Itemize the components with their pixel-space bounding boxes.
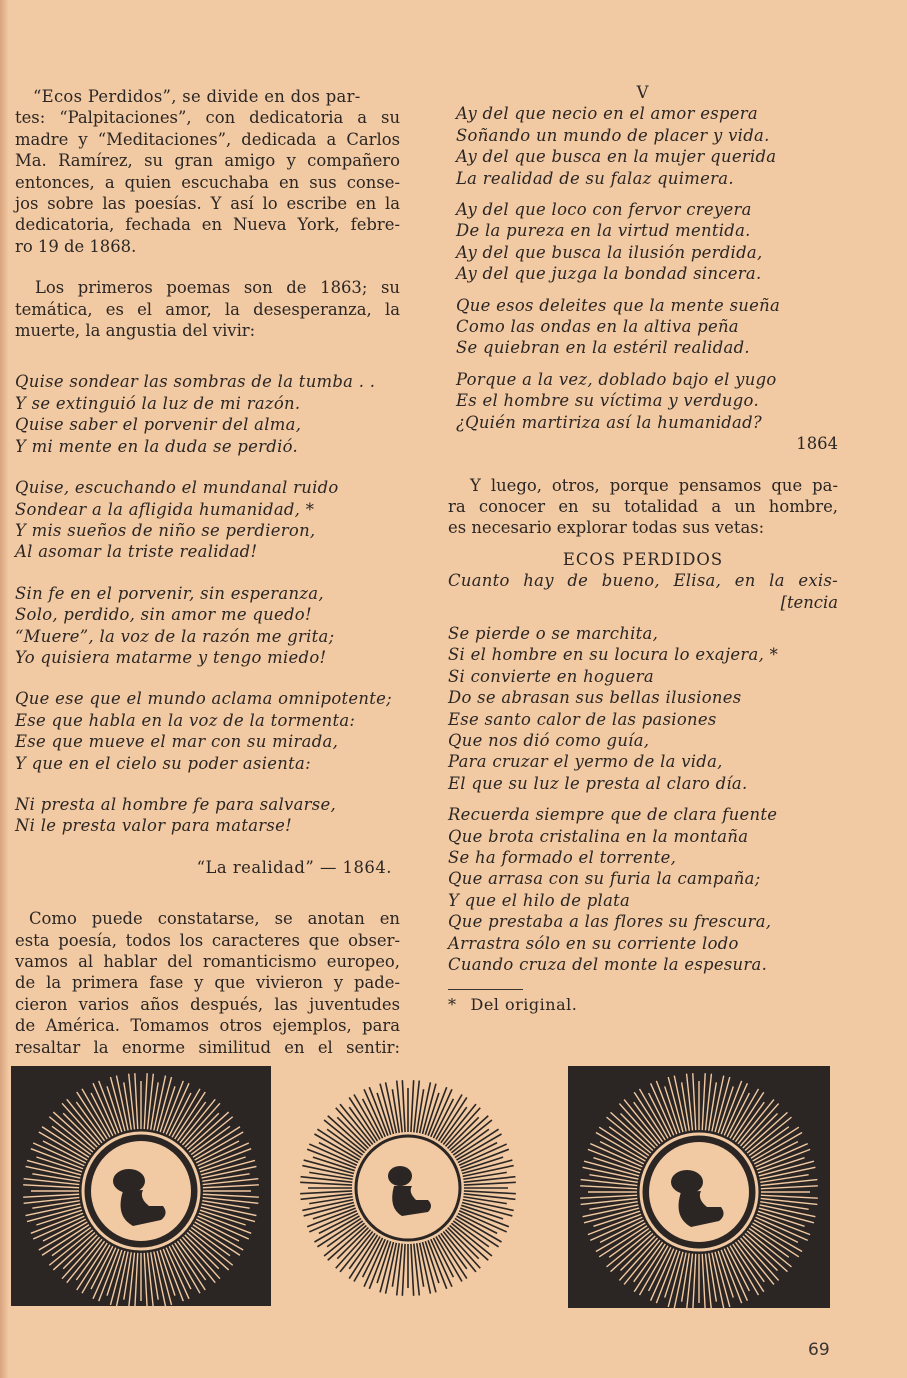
verse-line: Cuanto hay de bueno, Elisa, en la exis- — [448, 571, 838, 591]
page-number: 69 — [808, 1340, 830, 1360]
verse-line: Ay del que necio en el amor espera — [456, 104, 758, 124]
verse-line: Que arrasa con su furia la campaña; — [448, 869, 761, 889]
poem-stanza — [456, 199, 838, 285]
text-line: resaltar la enorme similitud en el sentir: — [15, 1037, 400, 1057]
verse-line: Es el hombre su víctima y verdugo. — [456, 391, 759, 411]
sun-ray — [307, 1208, 356, 1227]
text-line: jos sobre las poesías. Y así lo escribe en la — [15, 194, 400, 214]
poem-stanza — [448, 804, 838, 975]
sun-ray — [369, 1240, 388, 1289]
verse-line: Sondear a la afligida humanidad, * — [15, 499, 315, 519]
poem-stanza — [456, 103, 838, 189]
text-line: Como puede constatarse, se anotan en — [29, 909, 400, 929]
footnote — [448, 994, 838, 1015]
verse-line: Y que el hilo de plata — [448, 890, 631, 910]
sun-ray — [402, 1244, 405, 1296]
text-line: de América. Tomamos otros ejemplos, para — [15, 1016, 400, 1036]
verse-line: Recuerda siempre que de clara fuente — [448, 805, 778, 825]
text-line: ro 19 de 1868. — [15, 236, 137, 256]
poem-year: 1864 — [796, 434, 838, 454]
text-line: Ma. Ramírez, su gran amigo y compañero — [15, 151, 400, 171]
sun-ray — [300, 1182, 352, 1185]
verse-line: Y mi mente en la duda se perdió. — [15, 436, 299, 456]
poem-ecos-perdidos — [448, 570, 838, 975]
verse-line: Que ese que el mundo aclama omnipotente; — [15, 689, 392, 709]
closing-paragraph — [15, 908, 400, 1058]
verse-line: Que nos dió como guía, — [448, 730, 650, 750]
text-line: Y luego, otros, porque pensamos que pa- — [470, 475, 838, 495]
text-line: de la primera fase y que vivieron y pade- — [15, 973, 400, 993]
verse-line: ¿Quién martiriza así la humanidad? — [456, 412, 762, 432]
verse-line: Y se extinguió la luz de mi razón. — [15, 393, 301, 413]
poem-stanza — [15, 583, 400, 669]
verse-line: Ay del que busca en la mujer querida — [456, 147, 777, 167]
poem-stanza — [456, 369, 838, 433]
poem-stanza — [15, 371, 400, 457]
verse-line: Si el hombre en su locura lo exajera, * — [448, 645, 779, 665]
verse-line: Quise saber el porvenir del alma, — [15, 415, 302, 435]
text-line: madre y “Meditaciones”, dedicada a Carlos — [15, 129, 400, 149]
poem-stanza — [15, 688, 400, 774]
verse-line: Ay del que loco con fervor creyera — [456, 200, 752, 220]
verse-line: Ese que mueve el mar con su mirada, — [15, 732, 339, 752]
text-line: es necesario explorar todas sus vetas: — [448, 518, 765, 538]
sun-ray — [464, 1191, 516, 1194]
poem-stanza — [456, 295, 838, 359]
text-line: entonces, a quien escuchaba en sus conse- — [15, 172, 400, 192]
verse-line: Que brota cristalina en la montaña — [448, 826, 749, 846]
verse-line: Ay del que busca la ilusión perdida, — [456, 242, 763, 262]
ornament-sun-square-right — [568, 1066, 830, 1308]
sun-ray — [307, 1149, 356, 1168]
verse-line: Porque a la vez, doblado bajo el yugo — [456, 369, 777, 389]
verse-line: Sin fe en el porvenir, sin esperanza, — [15, 583, 324, 603]
sun-ray — [300, 1191, 352, 1194]
intro-paragraph — [15, 86, 400, 257]
sun-ray — [428, 1087, 447, 1136]
verse-line: Do se abrasan sus bellas ilusiones — [448, 688, 742, 708]
verse-line: El que su luz le presta al claro día. — [448, 773, 748, 793]
text-line: Los primeros poemas son de 1863; su — [35, 278, 400, 298]
text-line: vamos al hablar del romanticismo europeo, — [15, 952, 400, 971]
ornament-sun-round-center — [300, 1072, 516, 1304]
verse-line: Si convierte en hoguera — [448, 666, 654, 686]
verse-line: Y mis sueños de niño se perdieron, — [15, 520, 316, 540]
footnote-mark: * — [448, 995, 457, 1015]
text-line: esta poesía, todos los caracteres que obser- — [15, 930, 400, 950]
verse-line: Arrastra sólo en su corriente lodo — [448, 933, 739, 953]
verse-line: De la pureza en la virtud mentida. — [456, 221, 751, 241]
sun-ray — [411, 1244, 414, 1296]
verse-line: Y que en el cielo su poder asienta: — [15, 753, 311, 773]
verse-line: Quise, escuchando el mundanal ruido — [15, 478, 339, 498]
footnote-divider — [448, 989, 523, 990]
verse-line: Ese santo calor de las pasiones — [448, 709, 717, 729]
transition-paragraph — [448, 475, 838, 539]
verse-line: Ese que habla en la voz de la tormenta: — [15, 710, 356, 730]
poem-title: ECOS PERDIDOS — [562, 549, 724, 569]
verse-line: Solo, perdido, sin amor me quedo! — [15, 605, 312, 625]
verse-line: Ni presta al hombre fe para salvarse, — [15, 794, 337, 814]
verse-line: Al asomar la triste realidad! — [15, 542, 258, 562]
verse-line: Soñando un mundo de placer y vida. — [456, 125, 770, 145]
verse-line: Yo quisiera matarme y tengo miedo! — [15, 647, 327, 667]
section-numeral: V — [636, 83, 650, 102]
poem-stanza — [448, 623, 838, 794]
poem-attribution: “La realidad” — 1864. — [196, 857, 392, 877]
text-line: dedicatoria, fechada en Nueva York, febre- — [15, 215, 400, 235]
verse-line: Ay del que juzga la bondad sincera. — [456, 264, 762, 284]
footnote-text: Del original. — [470, 995, 578, 1015]
verse-line-continuation: [tencia — [780, 592, 838, 612]
verse-line: Cuando cruza del monte la espesura. — [448, 955, 768, 975]
verse-line: Como las ondas en la altiva peña — [456, 317, 739, 337]
sun-ray — [460, 1208, 509, 1227]
left-column — [15, 86, 400, 1058]
text-line: ra conocer en su totalidad a un hombre, — [448, 496, 838, 516]
poem-realidad — [15, 371, 400, 836]
sun-ray — [369, 1087, 388, 1136]
verse-line: Se ha formado el torrente, — [448, 848, 677, 867]
verse-line: Ni le presta valor para matarse! — [15, 816, 293, 836]
text-line: cieron varios años después, las juventudes — [15, 994, 400, 1014]
verse-line: Quise sondear las sombras de la tumba . . — [15, 372, 376, 392]
right-column — [448, 82, 838, 1016]
sun-ray — [428, 1240, 447, 1289]
sun-ray — [460, 1149, 509, 1168]
verse-line: Que prestaba a las flores su frescura, — [448, 912, 772, 932]
ornament-sun-square-left — [11, 1066, 271, 1306]
text-line: temática, es el amor, la desesperanza, la — [15, 299, 400, 319]
page-binding-edge — [0, 0, 8, 1378]
verse-line: Se pierde o se marchita, — [448, 623, 659, 643]
verse-line: Para cruzar el yermo de la vida, — [448, 752, 723, 772]
verse-line: La realidad de su falaz quimera. — [456, 168, 734, 188]
verse-line: “Muere”, la voz de la razón me grita; — [15, 626, 335, 646]
text-line: muerte, la angustia del vivir: — [15, 321, 256, 341]
text-line: “Ecos Perdidos”, se divide en dos par- — [33, 87, 361, 106]
poem-stanza — [15, 477, 400, 563]
verse-line: Se quiebran en la estéril realidad. — [456, 338, 750, 358]
poem-stanza — [15, 794, 400, 837]
verse-line: Que esos deleites que la mente sueña — [456, 295, 781, 315]
sun-ray — [411, 1080, 414, 1132]
poem-v — [448, 103, 838, 433]
text-line: tes: “Palpitaciones”, con dedicatoria a su — [15, 108, 400, 128]
sun-ray — [464, 1182, 516, 1185]
second-paragraph — [15, 277, 400, 341]
sun-ray — [402, 1080, 405, 1132]
